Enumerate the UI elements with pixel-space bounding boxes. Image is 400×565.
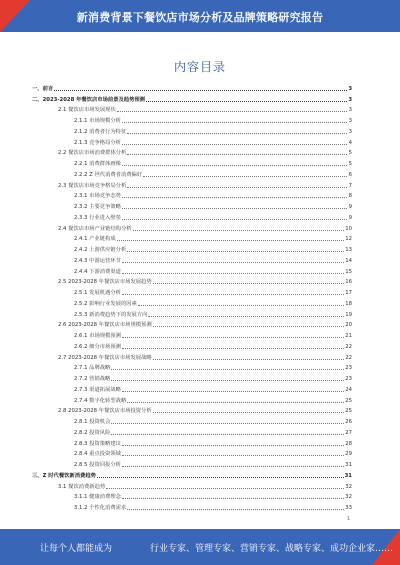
toc-entry-page: 6 [348,171,352,178]
toc-entry-page: 25 [345,408,352,415]
toc-entry-title: 2.1.1 市场规模分析 [74,118,121,124]
toc-leader-dots [122,466,344,467]
toc-entry-page: 32 [345,494,352,501]
toc-entry-title: 二、2023-2028 年餐饮店市场前景及趋势预测 [32,96,145,103]
toc-entry-title: 2.5.2 影响行业发展的因素 [74,300,137,307]
toc-entry-title: 2.1.2 消费者行为特征 [74,128,127,135]
toc-entry-title: 2.2.2 Z 世代消费者消费偏好 [74,171,143,178]
footer-slogan-left: 让每个人都能成为 [40,544,113,554]
toc-entry[interactable] [32,222,352,233]
toc-entry-title: 2.1.3 竞争格局分析 [74,139,121,146]
toc-entry-page: 12 [345,236,352,243]
toc-leader-dots [153,412,345,413]
toc-leader-dots [122,337,344,338]
toc-entry-title: 2.4 餐饮店市场产业链结构分析 [58,225,132,232]
toc-entry-page: 23 [345,376,352,382]
toc-entry[interactable] [32,319,352,330]
toc-leader-dots [97,477,344,478]
toc-entry-title: 2.7 2023-2028 年餐饮店市场发展战略 [58,354,152,361]
toc-entry[interactable] [32,168,352,179]
toc-leader-dots [111,369,344,370]
toc-entry-page: 4 [348,139,352,146]
toc-entry-title: 2.2.1 消费群体画像 [74,161,121,167]
toc-entry-page: 13 [345,247,352,253]
toc-entry-page: 3 [348,85,352,92]
toc-entry-page: 22 [345,354,352,361]
toc-entry-title: 2.5.3 新消费趋势下的发展方向 [74,311,148,318]
toc-entry[interactable] [32,458,352,469]
toc-leader-dots [122,348,344,349]
toc-entry-page: 23 [345,365,352,372]
toc-entry-page: 9 [348,214,352,221]
toc-entry-page: 3 [348,96,352,103]
toc-entry-title: 2.3.1 市场竞争态势 [74,193,121,200]
toc-leader-dots [127,154,347,155]
toc-entry-title: 2.5 2023-2028 年餐饮店市场发展趋势 [58,279,152,286]
toc-entry-title: 2.4.2 上游供应链分析 [74,247,127,253]
toc-entry[interactable] [32,125,352,136]
toc-leader-dots [153,359,345,360]
toc-entry-title: 2.4.1 产业链构成 [74,236,116,243]
toc-entry-title: 2.6.2 细分市场预测 [74,343,121,350]
toc-leader-dots [153,283,345,284]
toc-leader-dots [117,240,345,241]
toc-entry[interactable] [32,114,352,125]
toc-entry[interactable] [32,383,352,394]
toc-entry-title: 2.8.3 投资策略建议 [74,440,121,447]
toc-entry-page: 3 [348,118,352,124]
table-of-contents [32,82,352,512]
toc-entry[interactable] [32,491,352,502]
toc-entry-page: 29 [345,451,352,458]
toc-entry-page: 9 [348,204,352,210]
toc-entry[interactable] [32,351,352,362]
toc-entry-page: 22 [345,343,352,350]
toc-entry[interactable] [32,243,352,254]
toc-leader-dots [54,90,347,91]
toc-leader-dots [106,488,344,489]
toc-leader-dots [122,455,344,456]
toc-entry-title: 一、前言 [32,85,54,92]
toc-leader-dots [111,423,344,424]
toc-entry[interactable] [32,329,352,340]
toc-entry-page: 21 [345,333,352,339]
report-title: 新消费背景下餐饮店市场分析及品牌策略研究报告 [76,11,324,24]
toc-leader-dots [143,176,347,177]
toc-leader-dots [133,230,345,231]
toc-leader-dots [127,133,347,134]
toc-leader-dots [122,208,347,209]
toc-entry-title: 2.7.1 品牌战略 [74,365,111,372]
toc-entry-title: 2.3.3 行业进入壁垒 [74,214,121,221]
toc-entry-title: 3.1 餐饮消费新趋势 [58,483,106,490]
toc-entry[interactable] [32,362,352,373]
toc-entry-title: 2.7.3 渠道拓展战略 [74,386,121,393]
toc-entry-title: 2.3 餐饮店市场竞争格局分析 [58,182,127,189]
toc-entry-page: 25 [345,397,352,404]
toc-leader-dots [122,262,344,263]
toc-entry-page: 3 [348,128,352,135]
toc-entry-title: 2.6 2023-2028 年餐饮店市场规模预测 [58,322,152,329]
toc-entry-title: 3.1.1 健康消费理念 [74,494,121,501]
toc-leader-dots [122,165,347,166]
toc-entry[interactable] [32,104,352,115]
toc-leader-dots [127,187,347,188]
toc-entry-title: 2.1 餐饮店市场发展现状 [58,107,116,114]
toc-entry-title: 2.4.4 下游消费渠道 [74,268,121,275]
toc-leader-dots [117,111,347,112]
toc-entry-page: 5 [348,161,352,167]
toc-leader-dots [122,197,347,198]
toc-entry-title: 2.8 2023-2028 年餐饮店市场投资分析 [58,408,152,415]
page-footer [0,529,400,565]
toc-leader-dots [111,380,344,381]
toc-entry[interactable] [32,415,352,426]
toc-leader-dots [122,391,344,392]
toc-entry-title: 2.8.2 投资风险 [74,429,111,436]
toc-leader-dots [111,434,344,435]
toc-entry-page: 17 [345,290,352,296]
toc-entry[interactable] [32,276,352,287]
toc-entry-title: 三、Z 时代餐饮新消费趋势 [32,472,96,479]
toc-entry[interactable] [32,200,352,211]
toc-entry-title: 3.1.2 个性化消费需求 [74,505,127,511]
toc-entry[interactable] [32,265,352,276]
toc-entry[interactable] [32,340,352,351]
toc-leader-dots [122,273,344,274]
toc-entry-title: 2.8.4 重点投资领域 [74,451,121,458]
toc-entry[interactable] [32,157,352,168]
toc-entry-title: 2.4.3 中游运营环节 [74,257,121,264]
toc-leader-dots [146,101,347,102]
toc-entry-page: 14 [345,257,352,264]
toc-leader-dots [122,498,344,499]
toc-entry[interactable] [32,394,352,405]
toc-entry[interactable] [32,233,352,244]
toc-entry[interactable] [32,469,352,480]
toc-entry-title: 2.8.1 投资机会 [74,419,111,425]
toc-leader-dots [122,445,344,446]
toc-entry[interactable] [32,501,352,512]
toc-entry-page: 31 [344,472,352,479]
toc-leader-dots [127,251,344,252]
toc-entry-page: 18 [345,300,352,307]
toc-entry-page: 27 [345,429,352,436]
toc-leader-dots [122,219,347,220]
toc-entry[interactable] [32,82,352,93]
toc-entry-page: 16 [345,279,352,286]
toc-entry-page: 7 [348,182,352,189]
toc-entry-page: 33 [345,505,352,511]
toc-entry-title: 2.5.1 发展机遇分析 [74,290,121,296]
toc-entry-page: 10 [345,225,352,232]
toc-entry-page: 26 [345,419,352,425]
toc-entry-title: 2.3.2 主要竞争策略 [74,204,121,210]
toc-entry[interactable] [32,372,352,383]
toc-entry[interactable] [32,448,352,459]
toc-entry[interactable] [32,286,352,297]
toc-entry-page: 3 [348,107,352,114]
toc-entry[interactable] [32,179,352,190]
toc-entry[interactable] [32,308,352,319]
toc-leader-dots [148,316,344,317]
toc-title: 内容目录 [173,60,226,74]
toc-leader-dots [127,402,344,403]
toc-entry-title: 2.2 餐饮店市场消费群体分析 [58,150,127,157]
toc-entry-page: 19 [345,311,352,318]
toc-leader-dots [127,509,344,510]
page-number: 1 [347,516,351,522]
toc-entry-page: 15 [345,268,352,275]
page-header [0,0,400,32]
toc-entry[interactable] [32,297,352,308]
toc-entry-title: 2.7.2 营销战略 [74,376,111,382]
toc-leader-dots [122,144,347,145]
toc-entry-page: 28 [345,440,352,447]
toc-entry-page: 5 [348,150,352,157]
toc-leader-dots [153,326,345,327]
toc-leader-dots [138,305,344,306]
toc-leader-dots [122,294,344,295]
toc-entry-page: 20 [345,322,352,329]
toc-entry-title: 2.6.1 市场规模预测 [74,333,121,339]
toc-entry[interactable] [32,254,352,265]
toc-entry-page: 8 [348,193,352,200]
toc-entry[interactable] [32,136,352,147]
toc-entry[interactable] [32,437,352,448]
toc-entry[interactable] [32,426,352,437]
footer-slogan-right: 行业专家、管理专家、营销专家、战略专家、成功企业家…… [150,544,394,554]
toc-entry-page: 31 [345,462,352,468]
toc-entry[interactable] [32,190,352,201]
toc-entry[interactable] [32,147,352,158]
toc-entry[interactable] [32,480,352,491]
toc-entry[interactable] [32,405,352,416]
toc-entry-page: 32 [345,483,352,490]
toc-entry-title: 2.8.5 投资回报分析 [74,462,121,468]
toc-entry[interactable] [32,211,352,222]
toc-leader-dots [122,122,347,123]
toc-entry[interactable] [32,93,352,104]
toc-entry-title: 2.7.4 数字化转型战略 [74,397,127,404]
toc-entry-page: 24 [345,386,352,393]
